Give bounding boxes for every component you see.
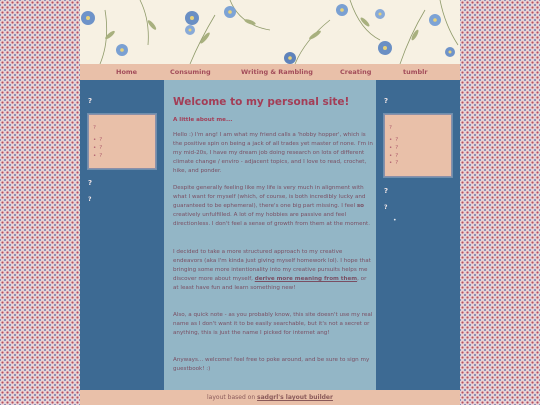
left-box-heading: ?: [93, 125, 96, 131]
page-container: [80, 0, 460, 405]
right-box-list-item[interactable]: • ?: [389, 153, 398, 161]
right-box-list-item[interactable]: • ?: [389, 160, 398, 168]
nav-link-writing-rambling[interactable]: Writing & Rambling: [241, 68, 313, 76]
left-sidebar: [80, 80, 164, 390]
right-box-list-item[interactable]: • ?: [389, 145, 398, 153]
layout-builder-link[interactable]: sadgrl's layout builder: [257, 394, 333, 401]
footer-text: layout based on: [207, 394, 258, 401]
creativity-paragraph-text: Despite generally feeling like my life is very much in alignment with what I want for myself (which, of course, is both incredibly lucky and guaranteed to be ephemeral), there's one big part missing. I feel: [173, 185, 366, 209]
footer: [80, 390, 460, 405]
approach-paragraph-text: I decided to take a more structured approach to my creative endeavors (aka I'm kinda just giving myself homework lol). I hope that bringing some more intentionality into my creative pursuits helps me discover more about myself,: [173, 249, 371, 282]
floral-header-banner: [80, 0, 460, 64]
left-box-list-item[interactable]: • ?: [93, 145, 102, 153]
floral-banner-illustration: [80, 0, 460, 64]
intro-paragraph: Hello :) I'm ang! I am what my friend calls a 'hobby hopper', which is the positive spin on being a jack of all trades yet master of none. I'm in my mid-20s, I have my dream job doing research on lots of different climate change / enviro - adjacent topics, and I love to read, crochet, hike, and ponder.: [173, 132, 373, 174]
left-box-list-item[interactable]: • ?: [93, 153, 102, 161]
left-sidebar-heading-1: ?: [88, 97, 93, 105]
derive-meaning-link[interactable]: derive more meaning from them: [254, 275, 358, 282]
about-subheading: A little about me...: [173, 117, 233, 123]
right-box-heading: ?: [389, 125, 392, 131]
name-note-paragraph: Also, a quick note - as you probably know, this site doesn't use my real name as I don't want it to be easily searchable, but it's not a secret or anything, this is just the name I picked for internet ang!: [173, 312, 373, 336]
creativity-paragraph-text-end: creatively unfulfilled. A lot of my hobbies are passive and feel directionless. I don't feel a sense of growth from them at the moment.: [173, 211, 371, 227]
right-sidebar-heading-3: ?: [384, 204, 388, 211]
right-sidebar-heading-1: ?: [384, 97, 389, 105]
left-box-list-item[interactable]: • ?: [93, 137, 102, 145]
nav-link-consuming[interactable]: Consuming: [170, 68, 211, 76]
right-sidebar-heading-2: ?: [384, 187, 389, 195]
approach-paragraph: [173, 248, 373, 293]
top-nav-bar: [80, 64, 460, 80]
right-sidebar-bullet: •: [393, 217, 397, 224]
left-sidebar-heading-3: ?: [88, 196, 92, 203]
right-sidebar: [376, 80, 460, 390]
left-sidebar-box: [88, 114, 156, 169]
left-sidebar-heading-2: ?: [88, 179, 93, 187]
approach-paragraph-text-end: , or at least have fun and learn something new!: [173, 275, 367, 291]
right-box-list-item[interactable]: • ?: [389, 137, 398, 145]
right-box-list: [389, 137, 398, 168]
creativity-emphasis: so: [356, 202, 364, 209]
nav-link-creating[interactable]: Creating: [340, 68, 372, 76]
main-content: [164, 80, 376, 390]
creativity-paragraph: [173, 184, 373, 229]
left-box-list: [93, 137, 102, 160]
right-sidebar-box: [384, 114, 452, 177]
nav-link-home[interactable]: Home: [116, 68, 138, 76]
page-title: Welcome to my personal site!: [173, 96, 350, 108]
closing-paragraph: Anyways... welcome! feel free to poke around, and be sure to sign my guestbook! :): [173, 357, 370, 372]
nav-link-tumblr[interactable]: tumblr: [403, 68, 428, 76]
